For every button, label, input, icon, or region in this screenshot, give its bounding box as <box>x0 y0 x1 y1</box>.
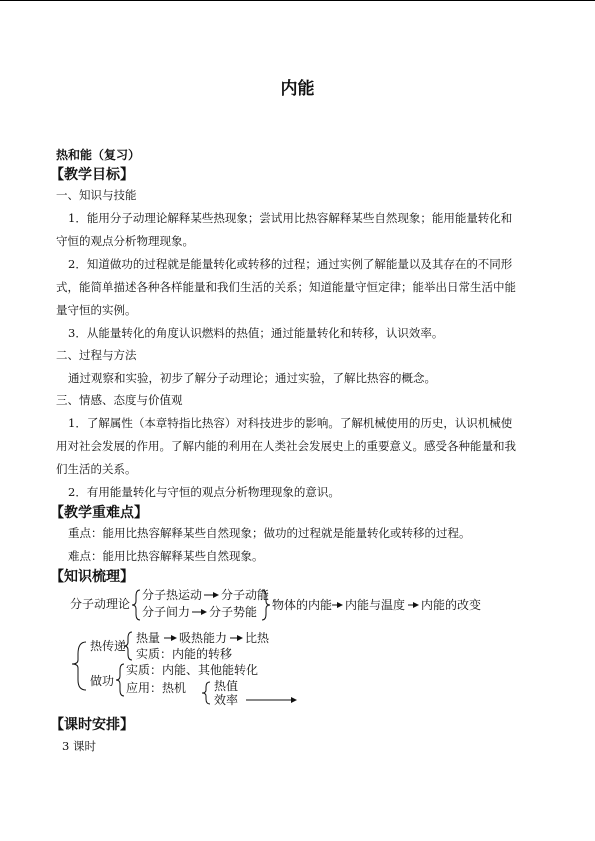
diagram-molecular-theory: 分子动理论 <box>70 597 131 611</box>
attitude-item-1-line-3: 们生活的关系。 <box>56 462 137 476</box>
diagram-intermolecular-force: 分子间力 <box>142 605 191 619</box>
diagram-brace-left-1 <box>132 590 140 620</box>
knowledge-map-diagram <box>68 584 508 706</box>
objective-item-2-line-2: 式，能简单描述各种各样能量和我们生活的关系；知道能量守恒定律；能举出日常生活中能 <box>56 280 516 294</box>
diagram-molecular-potential-energy: 分子势能 <box>209 605 258 619</box>
objective-item-2-line-1: 2．知道做功的过程就是能量转化或转移的过程；通过实例了解能量以及其存在的不同形 <box>68 257 513 271</box>
diagram-energy-temperature: 内能与温度 <box>345 598 406 612</box>
diagram-heat-value: 热值 <box>214 679 239 693</box>
diagram-heat-absorption: 吸热能力 <box>179 631 228 645</box>
section-heading-keypoints: 【教学重难点】 <box>50 505 148 521</box>
diagram-thermal-motion: 分子热运动 <box>142 588 203 602</box>
diagram-efficiency: 效率 <box>214 693 239 706</box>
objective-subheading-attitude: 三、情感、态度与价值观 <box>56 393 183 407</box>
diagram-specific-heat: 比热 <box>245 631 270 645</box>
top-border-line <box>0 0 595 1</box>
diagram-molecular-kinetic-energy: 分子动能 <box>221 588 270 602</box>
diagram-work: 做功 <box>90 674 115 688</box>
diagram-essence-transfer: 实质：内能的转移 <box>136 647 233 661</box>
keypoint-difficulty: 难点：能用比热容解释某些自然现象。 <box>68 549 264 563</box>
objective-subheading-process: 二、过程与方法 <box>56 348 137 362</box>
objective-item-2-line-3: 量守恒的实例。 <box>56 303 137 317</box>
objective-item-1-line-1: 1．能用分子动理论解释某些热现象；尝试用比热容解释某些自然现象；能用能量转化和 <box>68 211 513 225</box>
attitude-item-1-line-2: 用对社会发展的作用。了解内能的利用在人类社会发展史上的重要意义。感受各种能量和我 <box>56 439 516 453</box>
schedule-hours: 3 课时 <box>62 739 96 753</box>
keypoint-focus: 重点：能用比热容解释某些自然现象；做功的过程就是能量转化或转移的过程。 <box>68 526 471 540</box>
objective-item-3: 3．从能量转化的角度认识燃料的热值；通过能量转化和转移，认识效率。 <box>68 326 444 340</box>
diagram-brace-engine <box>202 682 210 704</box>
process-text: 通过观察和实验，初步了解分子动理论；通过实验，了解比热容的概念。 <box>68 371 436 385</box>
diagram-brace-heat <box>124 632 132 660</box>
diagram-essence-conversion: 实质：内能、其他能转化 <box>126 663 259 677</box>
subtitle: 热和能（复习） <box>56 148 141 162</box>
section-heading-knowledge: 【知识梳理】 <box>50 569 134 585</box>
attitude-item-1-line-1: 1．了解属性（本章特指比热容）对科技进步的影响。了解机械使用的历史，认识机械使 <box>68 416 513 430</box>
objective-subheading-knowledge: 一、知识与技能 <box>56 188 137 202</box>
page-title: 内能 <box>280 79 315 99</box>
diagram-energy-change: 内能的改变 <box>421 598 482 612</box>
diagram-heat: 热量 <box>136 631 161 645</box>
diagram-heat-transfer: 热传递 <box>90 639 127 653</box>
diagram-brace-left-2 <box>72 642 86 690</box>
diagram-application-engine: 应用：热机 <box>126 681 187 695</box>
section-heading-objectives: 【教学目标】 <box>50 167 134 183</box>
diagram-brace-work <box>116 664 124 696</box>
attitude-item-2: 2．有用能量转化与守恒的观点分析物理现象的意识。 <box>68 485 340 499</box>
section-heading-schedule: 【课时安排】 <box>50 717 134 733</box>
objective-item-1-line-2: 守恒的观点分析物理现象。 <box>56 234 194 248</box>
diagram-internal-energy: 物体的内能 <box>272 598 333 612</box>
